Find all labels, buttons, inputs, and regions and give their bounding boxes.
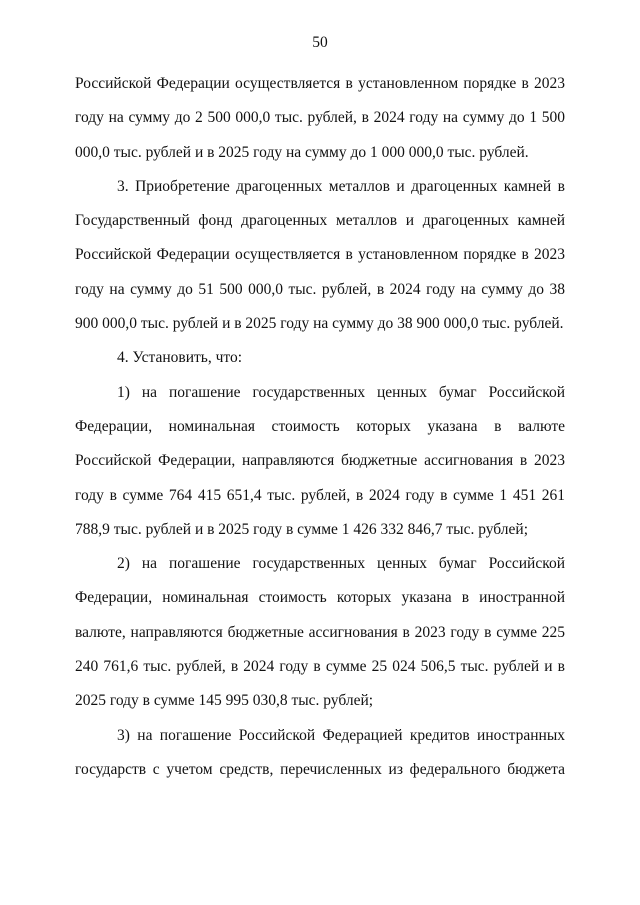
page-number: 50: [312, 34, 328, 51]
paragraph-continuation: Российской Федерации осуществляется в установленном порядке в 2023 году на сумму до 2 500 000,0 тыс. рублей, в 2024 году на сумму до 1 500 000,0 тыс. рублей и в 2025 году на сумму до 1 000 000,0 тыс. рублей.: [75, 75, 565, 161]
document-body: [75, 67, 565, 787]
paragraph-item-3: 3. Приобретение драгоценных металлов и драгоценных камней в Государственный фонд драгоценных металлов и драгоценных камней Российской Федерации осуществляется в установленном порядке в 2023 году на сумму до 51 500 000,0 тыс. рублей, в 2024 году на сумму до 38 900 000,0 тыс. рублей и в 2025 году на сумму до 38 900 000,0 тыс. рублей.: [75, 177, 565, 333]
paragraph-subitem-2: 2) на погашение государственных ценных бумаг Российской Федерации, номинальная стоимость которых указана в иностранной валюте, направляются бюджетные ассигнования в 2023 году в сумме 225 240 761,6 тыс. рублей, в 2024 году в сумме 25 024 506,5 тыс. рублей и в 2025 году в сумме 145 995 030,8 тыс. рублей;: [75, 555, 565, 710]
paragraph-item-4: 4. Установить, что:: [117, 349, 243, 367]
paragraph-subitem-3: 3) на погашение Российской Федерацией кредитов иностранных государств с учетом средств, перечисленных из федерального бюджета: [75, 726, 565, 778]
paragraph-subitem-1: 1) на погашение государственных ценных бумаг Российской Федерации, номинальная стоимость которых указана в валюте Российской Федерации, направляются бюджетные ассигнования в 2023 году в сумме 764 415 651,4 тыс. рублей, в 2024 году в сумме 1 451 261 788,9 тыс. рублей и в 2025 году в сумме 1 426 332 846,7 тыс. рублей;: [75, 383, 565, 538]
